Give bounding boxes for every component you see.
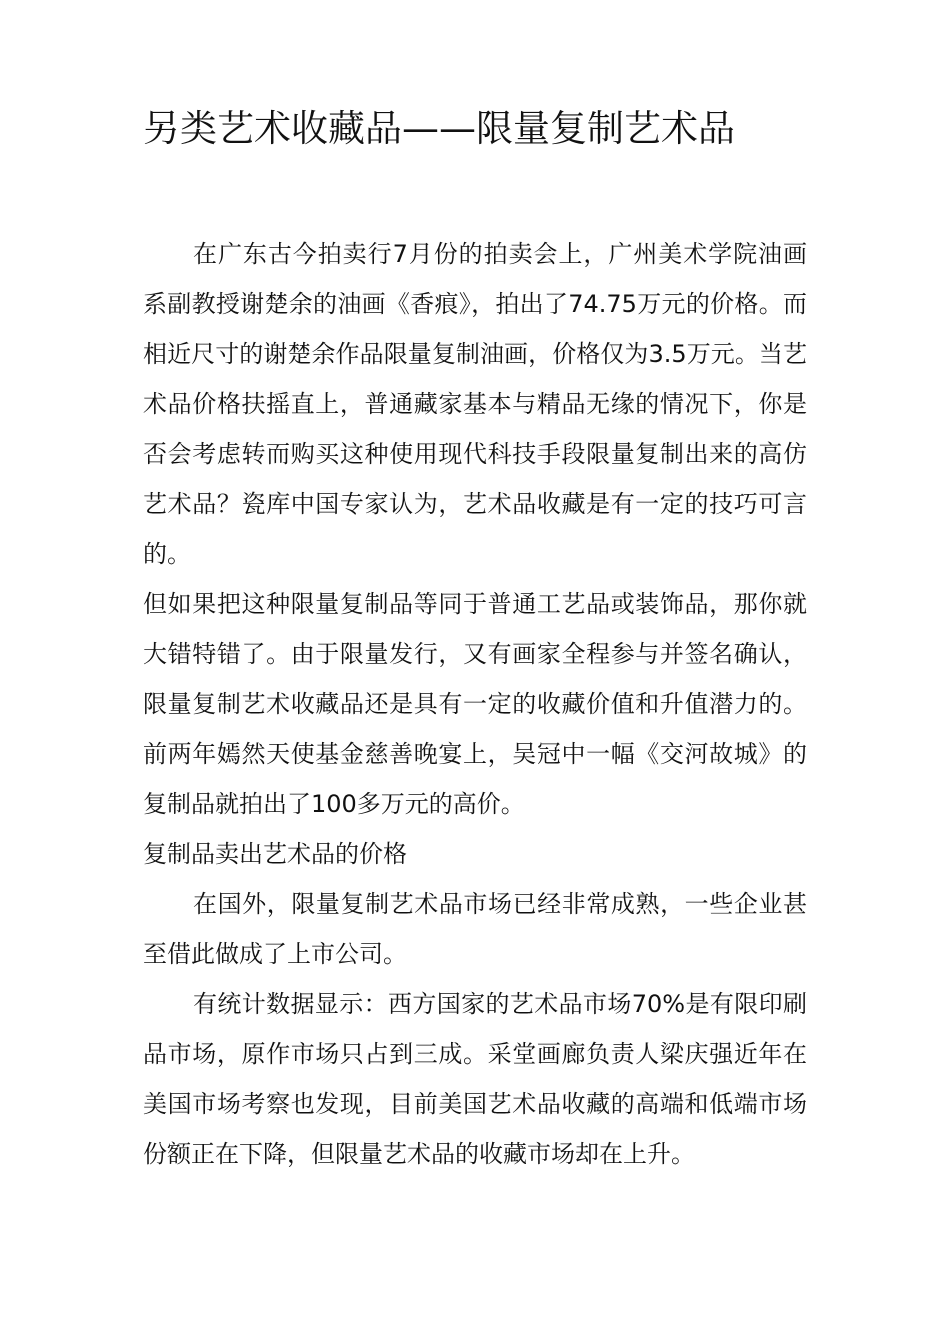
section-heading: 复制品卖出艺术品的价格 <box>143 840 407 868</box>
paragraph-4: 有统计数据显示：西方国家的艺术品市场70%是有限印刷品市场，原作市场只占到三成。采堂画廊负责人梁庆强近年在美国市场考察也发现，目前美国艺术品收藏的高端和低端市场份额正在下降，但限量艺术品的收藏市场却在上升。 <box>143 990 807 1168</box>
paragraph-2: 但如果把这种限量复制品等同于普通工艺品或装饰品，那你就大错特错了。由于限量发行，又有画家全程参与并签名确认，限量复制艺术收藏品还是具有一定的收藏价值和升值潜力的。前两年嫣然天使基金慈善晚宴上，吴冠中一幅《交河故城》的复制品就拍出了100多万元的高价。 <box>143 590 807 818</box>
document-title: 另类艺术收藏品——限量复制艺术品 <box>143 107 735 150</box>
document-body <box>143 229 807 1179</box>
paragraph-3: 在国外，限量复制艺术品市场已经非常成熟，一些企业甚至借此做成了上市公司。 <box>143 890 807 968</box>
paragraph-1: 在广东古今拍卖行7月份的拍卖会上，广州美术学院油画系副教授谢楚余的油画《香痕》，拍出了74.75万元的价格。而相近尺寸的谢楚余作品限量复制油画，价格仅为3.5万元。当艺术品价格扶摇直上，普通藏家基本与精品无缘的情况下，你是否会考虑转而购买这种使用现代科技手段限量复制出来的高仿艺术品？瓷库中国专家认为，艺术品收藏是有一定的技巧可言的。 <box>143 240 807 568</box>
